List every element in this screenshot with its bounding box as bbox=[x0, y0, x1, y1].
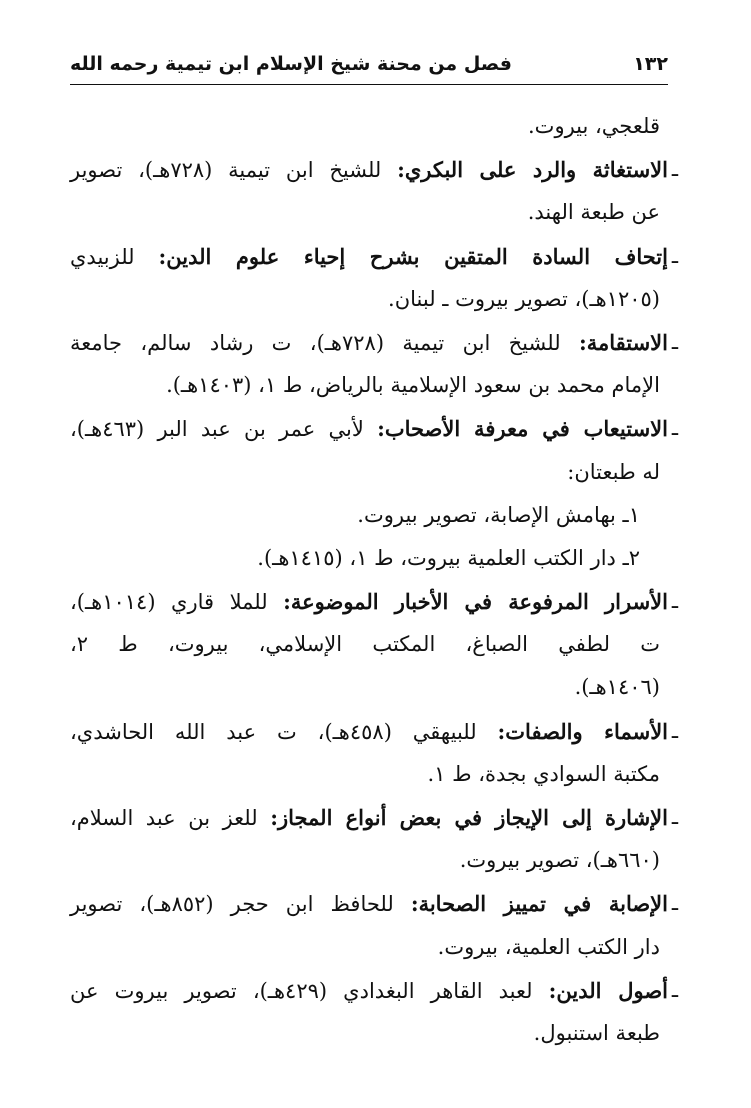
page-number: ١٣٢ bbox=[633, 53, 668, 75]
entry-dash: ـ bbox=[671, 805, 678, 829]
text-line: ت لطفي الصباغ، المكتب الإسلامي، بيروت، ط ٢، bbox=[70, 632, 660, 657]
text-line: الإمام محمد بن سعود الإسلامية بالرياض، ط ١، (١٤٠٣هـ). bbox=[166, 373, 660, 398]
sub-item: ٢ـ دار الكتب العلمية بيروت، ط ١، (١٤١٥هـ). bbox=[257, 545, 640, 570]
text-line: مكتبة السوادي بجدة، ط ١. bbox=[427, 761, 660, 786]
entry-title: الإشارة إلى الإيجاز في بعض أنواع المجاز: bbox=[270, 805, 668, 830]
entry-line: ـ الاستقامة: للشيخ ابن تيمية (٧٢٨هـ)، ت رشاد سالم، جامعة bbox=[70, 321, 668, 364]
entry-dash: ـ bbox=[671, 977, 678, 1002]
entry-dash: ـ bbox=[671, 416, 678, 441]
entry-line: ـ الأسماء والصفات: للبيهقي (٤٥٨هـ)، ت عبد الله الحاشدي، bbox=[70, 710, 668, 753]
entry-title: أصول الدين: bbox=[548, 977, 669, 1003]
text-line: له طبعتان: bbox=[567, 459, 660, 484]
entry-title: إتحاف السادة المتقين بشرح إحياء علوم الدين: bbox=[158, 243, 668, 269]
text-line: عن طبعة الهند. bbox=[527, 200, 660, 225]
header-rule bbox=[70, 84, 668, 85]
entry-dash: ـ bbox=[671, 718, 678, 743]
bibliography-list bbox=[70, 105, 678, 1055]
entry-title: الأسرار المرفوعة في الأخبار الموضوعة: bbox=[283, 589, 668, 615]
entry-title: الإصابة في تمييز الصحابة: bbox=[410, 891, 668, 917]
text-line: دار الكتب العلمية، بيروت. bbox=[437, 934, 660, 959]
text-line: (١٢٠٥هـ)، تصوير بيروت ـ لبنان. bbox=[388, 286, 660, 311]
entry-title: الأسماء والصفات: bbox=[497, 718, 669, 744]
entry-line: ـ الاستيعاب في معرفة الأصحاب: لأبي عمر بن عبد البر (٤٦٣هـ)، bbox=[70, 407, 668, 450]
entry-dash: ـ bbox=[671, 589, 678, 614]
entry-line: ـ الإصابة في تمييز الصحابة: للحافظ ابن حجر (٨٥٢هـ)، تصوير bbox=[70, 882, 668, 925]
text-line: (٦٦٠هـ)، تصوير بيروت. bbox=[459, 848, 660, 873]
entry-title: الاستيعاب في معرفة الأصحاب: bbox=[377, 416, 668, 442]
text-line: قلعجي، بيروت. bbox=[528, 114, 660, 138]
entry-line: ـ الإشارة إلى الإيجاز في بعض أنواع المجاز: للعز بن عبد السلام، bbox=[70, 796, 668, 839]
entry-dash: ـ bbox=[671, 329, 678, 354]
entry-line: ـ إتحاف السادة المتقين بشرح إحياء علوم الدين: للزبيدي bbox=[70, 235, 668, 278]
entry-title: الاستغاثة والرد على البكري: bbox=[397, 157, 668, 183]
entry-dash: ـ bbox=[671, 157, 678, 182]
entry-dash: ـ bbox=[671, 891, 678, 916]
text-line: طبعة استنبول. bbox=[533, 1020, 660, 1045]
entry-line: ـ الأسرار المرفوعة في الأخبار الموضوعة: للملا قاري (١٠١٤هـ)، bbox=[70, 580, 668, 623]
entry-line: ـ أصول الدين: لعبد القاهر البغدادي (٤٢٩هـ)، تصوير بيروت عن bbox=[70, 969, 668, 1012]
page-header bbox=[70, 46, 668, 82]
entry-title: الاستقامة: bbox=[578, 329, 668, 355]
text-line: (١٤٠٦هـ). bbox=[574, 675, 660, 700]
entry-dash: ـ bbox=[671, 243, 678, 268]
running-title: فصل من محنة شيخ الإسلام ابن تيمية رحمه الله bbox=[70, 53, 512, 75]
sub-item: ١ـ بهامش الإصابة، تصوير بيروت. bbox=[357, 502, 640, 527]
entry-line: ـ الاستغاثة والرد على البكري: للشيخ ابن تيمية (٧٢٨هـ)، تصوير bbox=[70, 148, 668, 191]
